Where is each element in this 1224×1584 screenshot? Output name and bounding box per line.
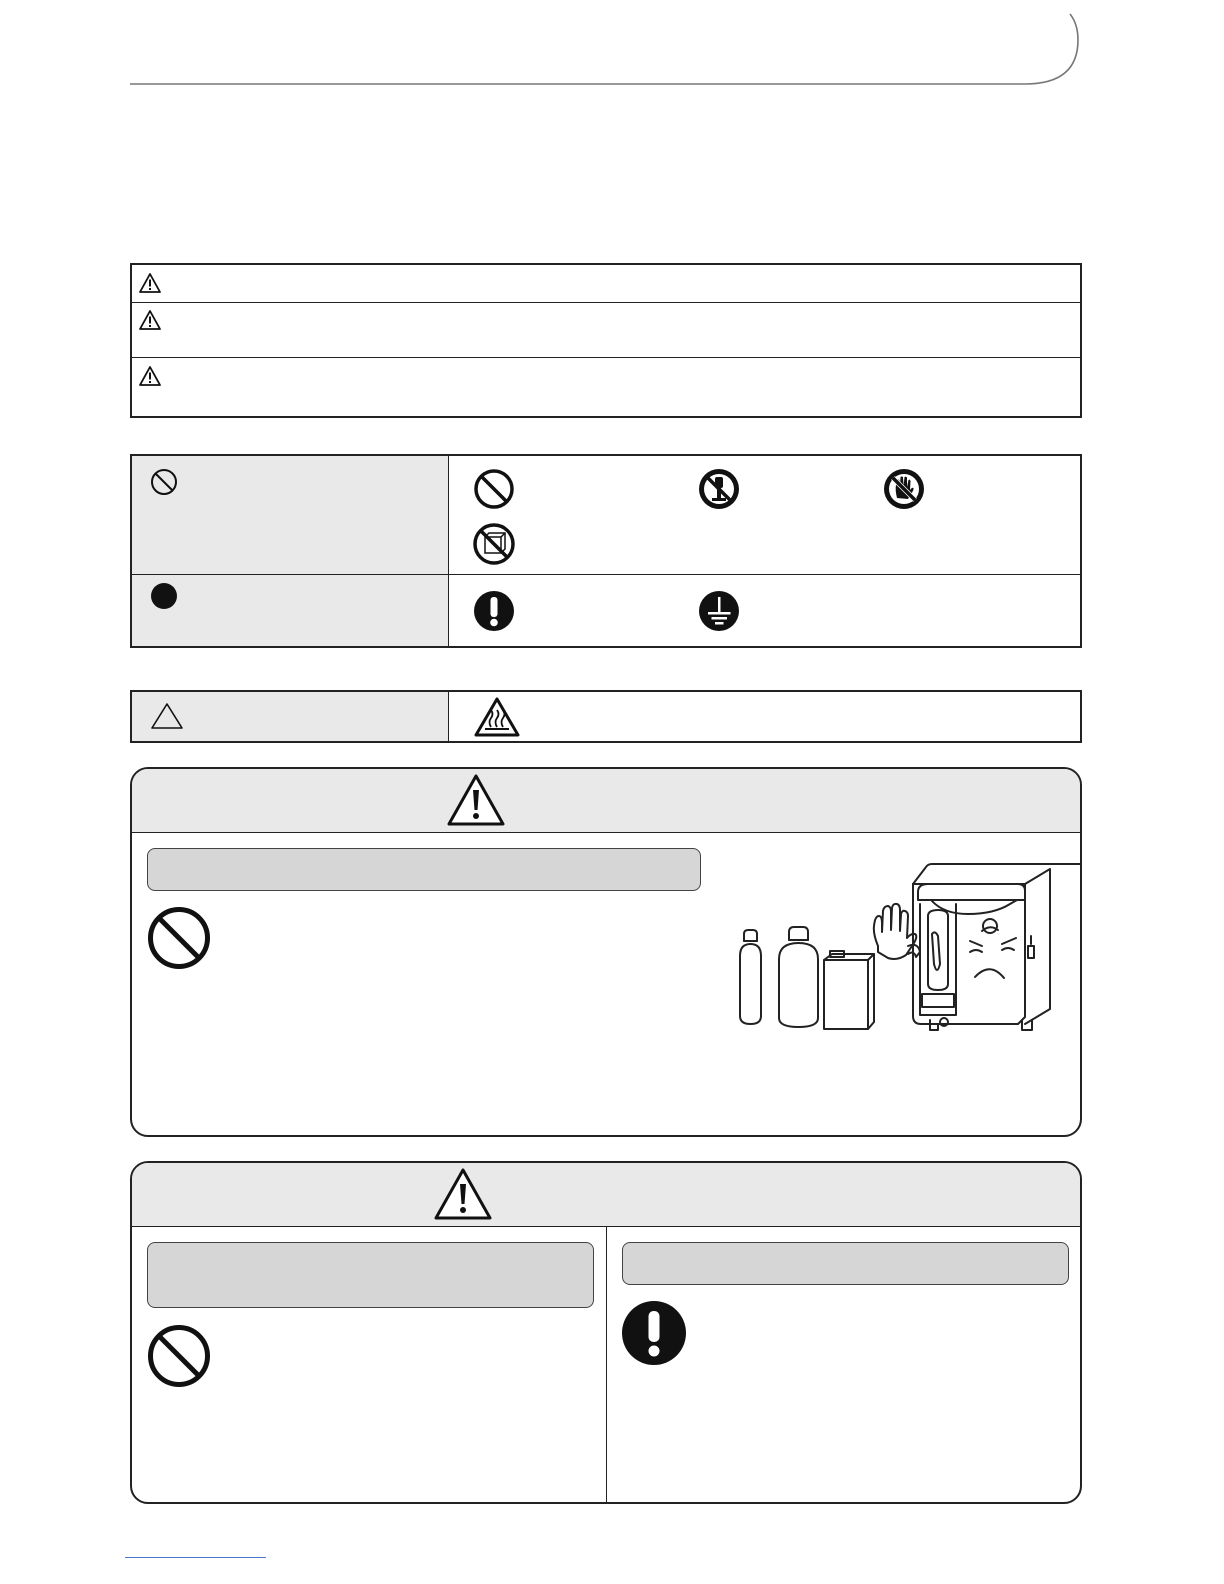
header-rule xyxy=(130,10,1082,86)
autoclave-refusing-flammable-bottles-illustration xyxy=(732,844,1057,1044)
mandatory-label-cell xyxy=(132,575,448,646)
mandatory-action-icon xyxy=(621,1300,687,1366)
filled-circle-icon xyxy=(150,582,178,610)
warning-triangle-icon xyxy=(447,774,505,826)
warning-triangle-icon xyxy=(434,1168,492,1220)
caution-right-heading-bar xyxy=(622,1242,1069,1285)
warning-triangle-icon xyxy=(139,310,161,330)
caution-legend-table xyxy=(130,690,1082,743)
warning-panel xyxy=(130,767,1082,1137)
caution-left-heading-bar xyxy=(147,1242,594,1308)
prohibition-icon xyxy=(147,906,211,970)
warning-triangle-icon xyxy=(139,366,161,386)
caution-panel xyxy=(130,1161,1082,1504)
no-touch-icon xyxy=(883,468,925,510)
warning-panel-header xyxy=(132,769,1080,833)
prohibition-icon xyxy=(473,468,515,510)
mandatory-action-icon xyxy=(473,590,515,632)
prohibited-label-cell xyxy=(132,456,448,574)
no-disassembly-icon xyxy=(698,468,740,510)
prohibition-icon xyxy=(147,1324,211,1388)
caution-column-divider xyxy=(606,1226,607,1504)
hot-surface-icon xyxy=(474,697,520,737)
caution-triangle-icon xyxy=(151,703,183,729)
prohibition-icon xyxy=(150,468,178,496)
symbol-legend-table xyxy=(130,454,1082,648)
caution-panel-header xyxy=(132,1163,1080,1227)
no-flammables-icon xyxy=(473,523,515,565)
ground-connection-icon xyxy=(698,590,740,632)
signal-word-table xyxy=(130,263,1082,418)
footer-rule xyxy=(125,1557,266,1558)
warning-item-heading-bar xyxy=(147,848,701,891)
warning-triangle-icon xyxy=(139,273,161,293)
